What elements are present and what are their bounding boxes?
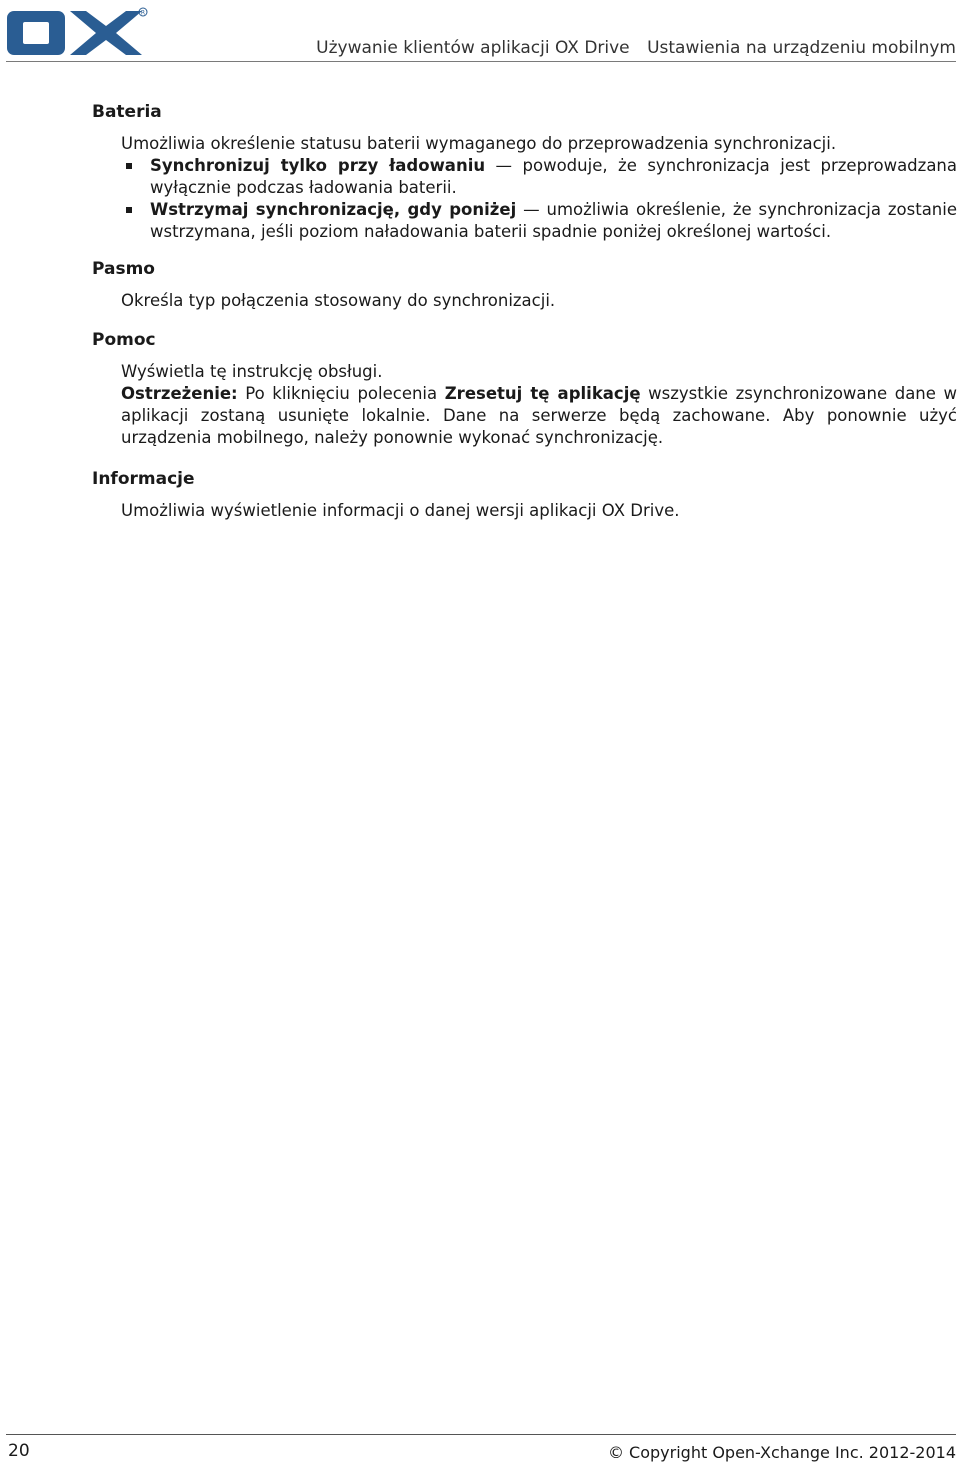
section-bateria xyxy=(92,100,957,243)
section-informacje xyxy=(92,467,957,522)
svg-text:R: R xyxy=(140,9,146,17)
option-description: — powoduje, że synchronizacja jest przeprowadzana wyłącznie podczas ładowania baterii. xyxy=(150,156,957,197)
pasmo-description: Określa typ połączenia stosowany do synchronizacji. xyxy=(121,291,556,310)
page-number: 20 xyxy=(8,1441,30,1461)
warning-note xyxy=(121,383,957,449)
bateria-options-list xyxy=(121,155,957,243)
pomoc-description: Wyświetla tę instrukcję obsługi. xyxy=(121,362,383,381)
list-item xyxy=(121,155,957,199)
definition-bateria xyxy=(121,133,957,243)
page-header xyxy=(0,0,960,64)
list-item xyxy=(121,199,957,243)
definition-informacje xyxy=(121,500,957,522)
definition-pasmo xyxy=(121,290,957,312)
footer-divider xyxy=(6,1434,956,1435)
definition-pomoc xyxy=(121,361,957,449)
term-pasmo: Pasmo xyxy=(92,259,155,279)
informacje-description: Umożliwia wyświetlenie informacji o danej wersji aplikacji OX Drive. xyxy=(121,501,680,520)
term-pomoc: Pomoc xyxy=(92,330,156,350)
definition-list xyxy=(92,100,957,522)
warning-text-post: wszystkie zsynchronizowane dane w aplikacji zostaną usunięte lokalnie. Dane na serwerze będą zachowane. Aby ponownie użyć urządzenia mobilnego, należy ponownie wykonać synchronizację. xyxy=(121,384,957,447)
warning-text-pre: Po kliknięciu polecenia xyxy=(237,384,445,403)
section-title: Ustawienia na urządzeniu mobilnym xyxy=(647,38,956,58)
warning-label: Ostrzeżenie: xyxy=(121,384,238,403)
section-pomoc xyxy=(92,328,957,449)
option-description: — umożliwia określenie, że synchronizacja zostanie wstrzymana, jeśli poziom naładowania baterii spadnie poniżej określonej wartości. xyxy=(150,200,958,241)
term-bateria: Bateria xyxy=(92,102,162,122)
bateria-intro: Umożliwia określenie statusu baterii wymaganego do przeprowadzenia synchronizacji. xyxy=(121,134,837,153)
option-name: Synchronizuj tylko przy ładowaniu xyxy=(150,156,486,175)
section-pasmo xyxy=(92,257,957,312)
running-title xyxy=(316,38,956,58)
header-divider xyxy=(6,61,956,62)
copyright-notice: © Copyright Open-Xchange Inc. 2012-2014 xyxy=(607,1443,956,1462)
term-informacje: Informacje xyxy=(92,469,195,489)
ox-logo xyxy=(6,6,148,58)
reset-command-name: Zresetuj tę aplikację xyxy=(444,384,641,403)
option-name: Wstrzymaj synchronizację, gdy poniżej xyxy=(150,200,517,219)
chapter-title: Używanie klientów aplikacji OX Drive xyxy=(316,38,630,58)
